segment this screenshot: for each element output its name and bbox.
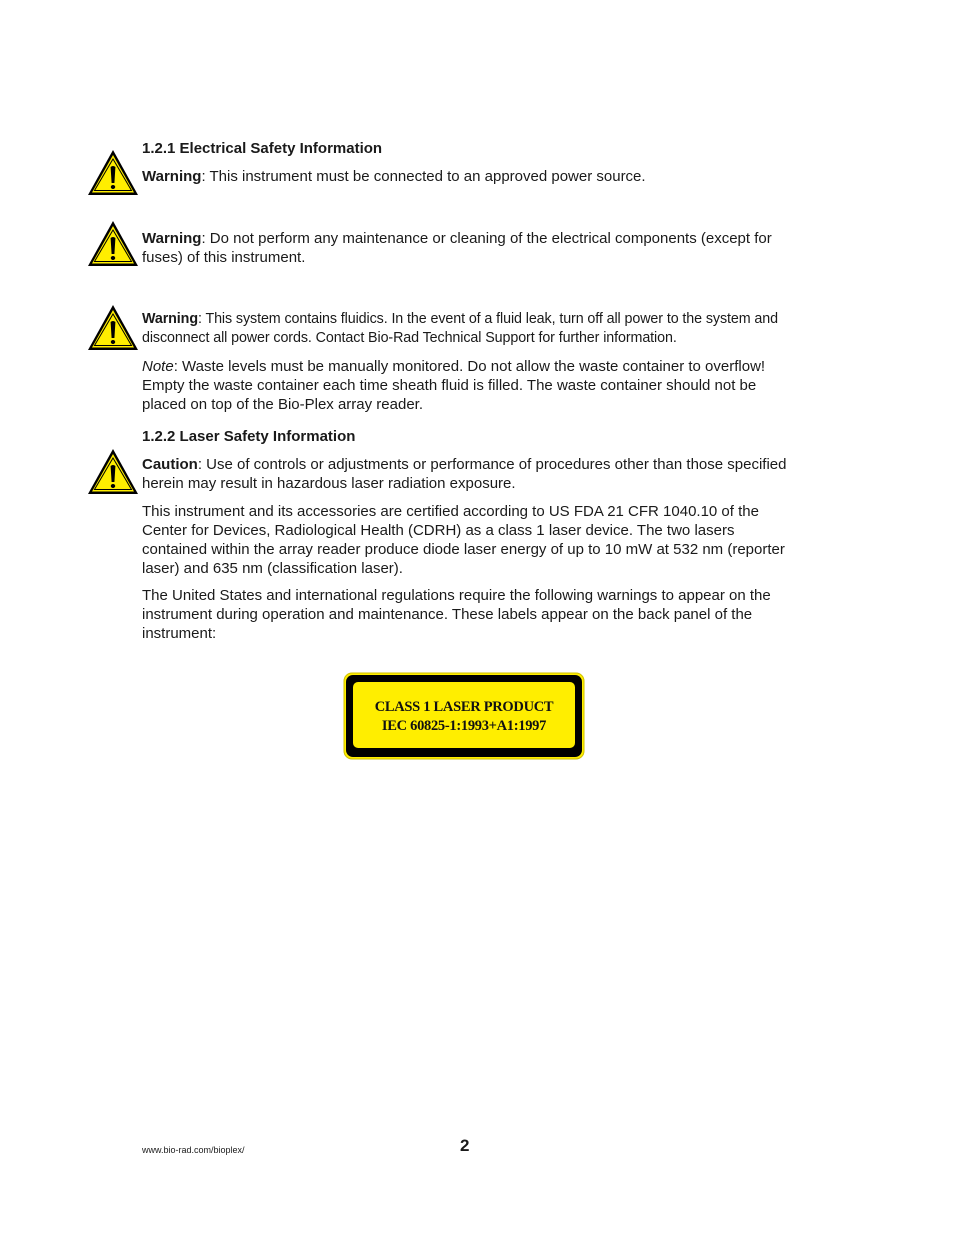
warning-text: : This system contains fluidics. In the event of a fluid leak, turn off all power to the system and disconnect all power cords. Contact Bio-Rad Technical Support for further information. bbox=[142, 311, 778, 346]
note-text: : Waste levels must be manually monitored. Do not allow the waste container to overflow! Empty the waste container each time sheath fluid is filled. The waste container should not be placed on top of the Bio-Plex array reader. bbox=[142, 358, 766, 413]
certification-paragraph: This instrument and its accessories are certified according to US FDA 21 CFR 1040.10 of the Center for Devices, Radiological Health (CDRH) as a class 1 laser device. The two lasers contained within the array reader produce diode laser energy of up to 10 mW at 532 nm (reporter laser) and 635 nm (classification laser). bbox=[142, 503, 785, 577]
page-number: 2 bbox=[460, 1136, 470, 1155]
warning-label: Warning bbox=[142, 168, 202, 185]
warning-triangle-icon bbox=[86, 219, 140, 269]
section-heading-electrical: 1.2.1 Electrical Safety Information bbox=[142, 140, 383, 157]
warning-paragraph-1 bbox=[142, 167, 792, 186]
warning-label: Warning bbox=[142, 230, 202, 247]
note-paragraph bbox=[142, 357, 792, 414]
caution-text: : Use of controls or adjustments or performance of procedures other than those specified herein may result in hazardous laser radiation exposure. bbox=[142, 456, 787, 492]
warning-text: : Do not perform any maintenance or cleaning of the electrical components (except for fuses) of this instrument. bbox=[142, 230, 772, 266]
section-heading-laser: 1.2.2 Laser Safety Information bbox=[142, 428, 356, 445]
caution-label: Caution bbox=[142, 456, 198, 473]
warning-text: : This instrument must be connected to an approved power source. bbox=[201, 168, 646, 185]
laser-label-line1: CLASS 1 LASER PRODUCT bbox=[374, 699, 554, 715]
regulations-paragraph: The United States and international regulations require the following warnings to appear on the instrument during operation and maintenance. These labels appear on the back panel of the instrument: bbox=[142, 587, 771, 642]
warning-triangle-icon bbox=[86, 148, 140, 198]
laser-product-label bbox=[343, 672, 585, 760]
warning-triangle-icon bbox=[86, 303, 140, 353]
warning-triangle-icon bbox=[86, 447, 140, 497]
warning-label: Warning bbox=[142, 311, 198, 327]
warning-paragraph-2 bbox=[142, 229, 792, 267]
caution-paragraph bbox=[142, 455, 792, 493]
warning-paragraph-3 bbox=[142, 310, 792, 348]
footer-url: www.bio-rad.com/bioplex/ bbox=[142, 1145, 245, 1155]
laser-label-line2: IEC 60825-1:1993+A1:1997 bbox=[381, 718, 547, 734]
note-label: Note bbox=[142, 358, 174, 375]
